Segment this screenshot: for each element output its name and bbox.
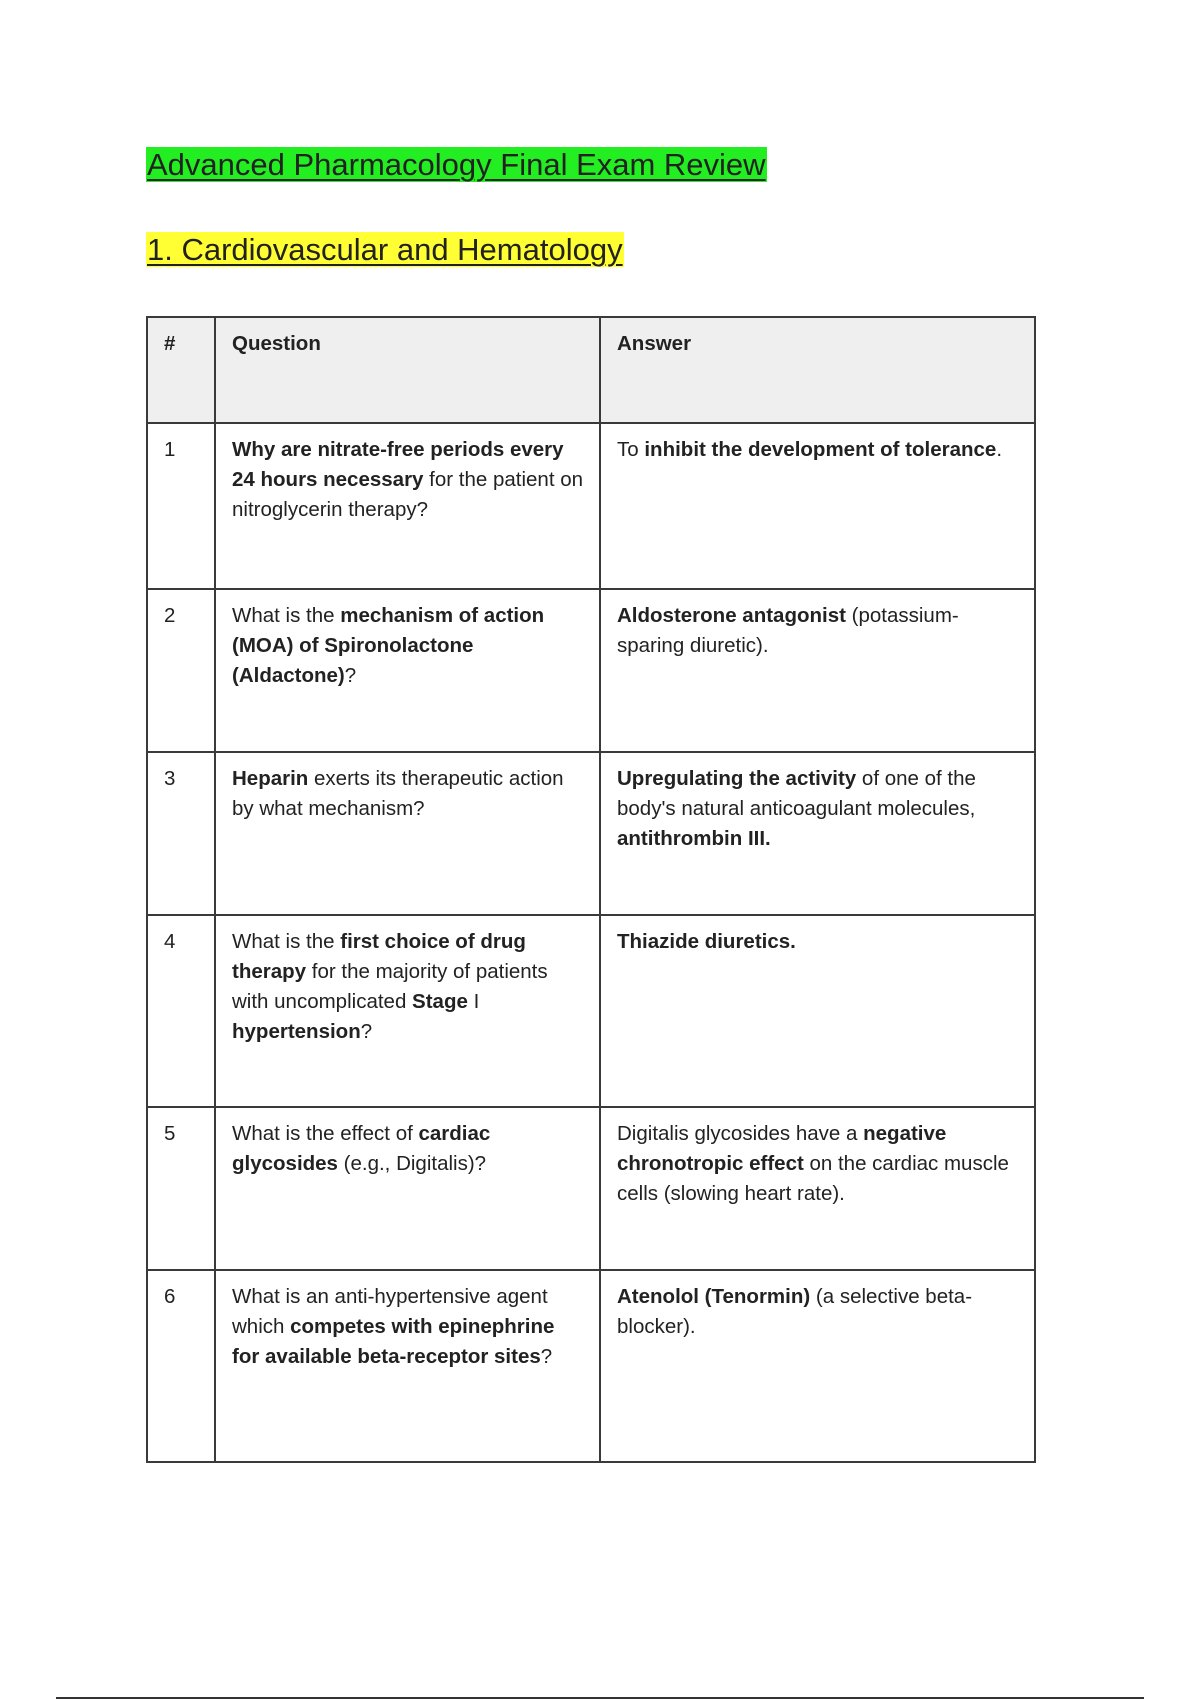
text-run: To [617, 438, 645, 461]
text-run: ? [540, 1345, 553, 1368]
bold-text: cardiac glycosides [232, 1122, 491, 1175]
bold-text: competes with epinephrine for available beta-receptor sites [232, 1315, 555, 1368]
bold-text: Atenolol (Tenormin) [617, 1285, 811, 1308]
header-question: Question [215, 317, 600, 423]
row-number: 1 [147, 423, 215, 589]
text-run: Digitalis glycosides have a [617, 1122, 864, 1145]
page-bottom-rule [56, 1697, 1144, 1699]
text-run: (a selective beta-blocker). [617, 1285, 973, 1338]
bold-text: first choice of drug therapy [232, 930, 526, 983]
question-cell [215, 589, 600, 752]
text-run: I [467, 990, 480, 1013]
table-row [147, 1270, 1035, 1462]
bold-text: Thiazide diuretics. [617, 930, 796, 953]
text-run: (potassium-sparing diuretic). [617, 604, 959, 657]
text-run: (e.g., Digitalis)? [337, 1152, 487, 1175]
table-row [147, 589, 1035, 752]
qa-table [146, 316, 1036, 1463]
text-run: ? [360, 1020, 373, 1043]
answer-cell [600, 423, 1035, 589]
bold-text: Aldosterone antagonist [617, 604, 846, 627]
table-row [147, 915, 1035, 1107]
text-run: for the patient on nitroglycerin therapy? [232, 468, 584, 521]
table-row [147, 752, 1035, 915]
text-run: on the cardiac muscle cells (slowing heart rate). [617, 1152, 1009, 1205]
answer-cell [600, 752, 1035, 915]
table-header-row [147, 317, 1035, 423]
row-number: 3 [147, 752, 215, 915]
bold-text: Stage [412, 990, 468, 1013]
bold-text: Upregulating the activity [617, 767, 857, 790]
title-highlight: Advanced Pharmacology Final Exam Review [147, 147, 766, 182]
question-cell [215, 423, 600, 589]
answer-cell [600, 1107, 1035, 1270]
text-run: What is the [232, 930, 341, 953]
section-highlight: 1. Cardiovascular and Hematology [147, 232, 623, 267]
text-run: ? [344, 664, 357, 687]
bold-text: hypertension [232, 1020, 361, 1043]
text-run: What is an anti-hypertensive agent which [232, 1285, 548, 1338]
text-run: What is the effect of [232, 1122, 419, 1145]
text-run: of one of the body's natural anticoagulant molecules, [617, 767, 976, 820]
bold-text: inhibit the development of tolerance [644, 438, 997, 461]
row-number: 2 [147, 589, 215, 752]
row-number: 4 [147, 915, 215, 1107]
row-number: 6 [147, 1270, 215, 1462]
question-cell [215, 752, 600, 915]
bold-text: mechanism of action (MOA) of Spironolactone (Aldactone) [232, 604, 545, 687]
table-row [147, 423, 1035, 589]
answer-cell [600, 1270, 1035, 1462]
bold-text: negative chronotropic effect [617, 1122, 947, 1175]
document-title [146, 146, 767, 184]
text-run: for the majority of patients with uncomplicated [232, 960, 548, 1013]
bold-text: Why are nitrate-free periods every 24 hours necessary [232, 438, 564, 491]
row-number: 5 [147, 1107, 215, 1270]
question-cell [215, 915, 600, 1107]
text-run: exerts its therapeutic action by what mechanism? [232, 767, 564, 820]
table-row [147, 1107, 1035, 1270]
header-answer: Answer [600, 317, 1035, 423]
bold-text: Heparin [232, 767, 309, 790]
question-cell [215, 1270, 600, 1462]
section-heading [146, 231, 624, 269]
header-number: # [147, 317, 215, 423]
text-run: What is the [232, 604, 341, 627]
question-cell [215, 1107, 600, 1270]
answer-cell [600, 915, 1035, 1107]
bold-text: antithrombin III. [617, 827, 771, 850]
text-run: . [996, 438, 1003, 461]
answer-cell [600, 589, 1035, 752]
